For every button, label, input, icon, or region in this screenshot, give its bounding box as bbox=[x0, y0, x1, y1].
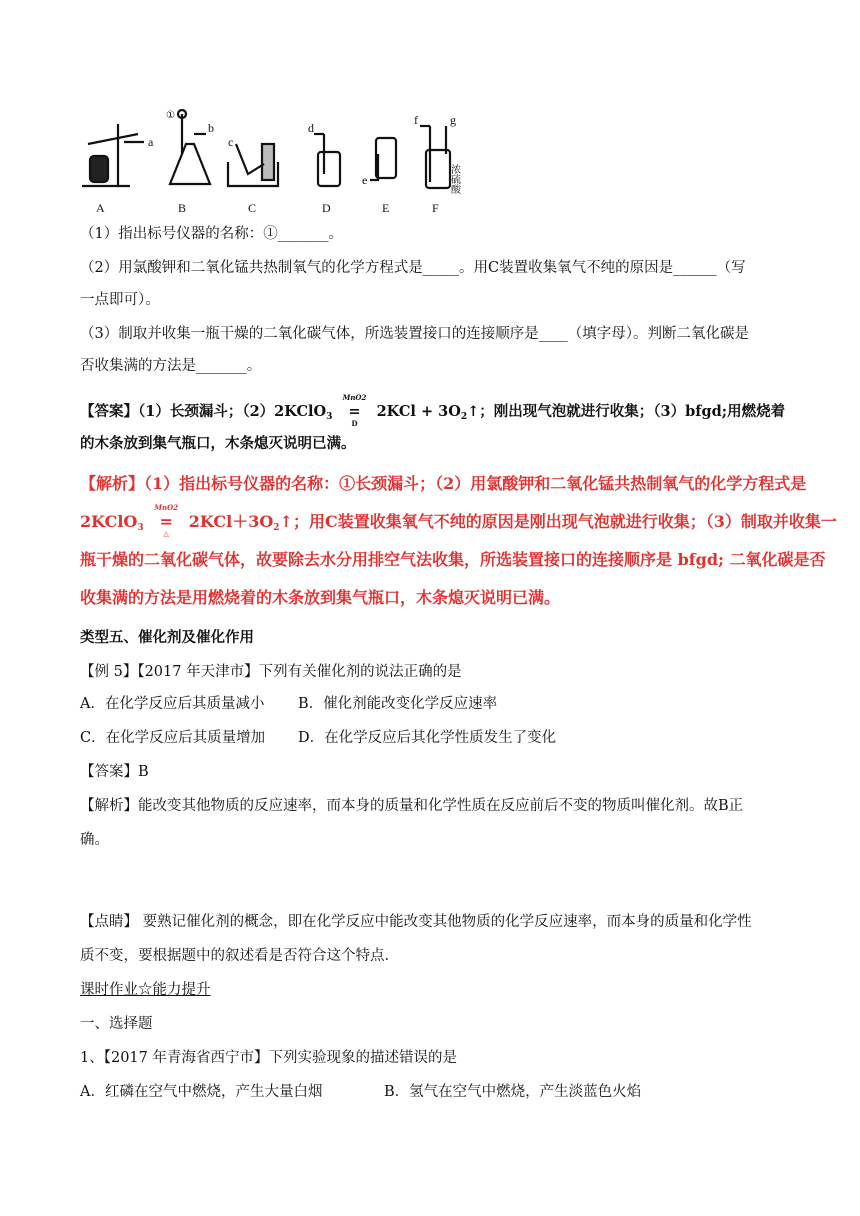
port-b: b bbox=[208, 121, 214, 135]
port-d: d bbox=[308, 121, 314, 135]
analysis-condition: MnO2 = △ bbox=[149, 512, 183, 532]
reagent-label: 浓硫酸 bbox=[448, 164, 460, 194]
figure-label-e: E bbox=[382, 201, 390, 215]
port-f: f bbox=[414, 113, 418, 127]
port-e: e bbox=[362, 173, 368, 187]
apparatus-figure bbox=[78, 104, 476, 220]
marker-1: ① bbox=[166, 110, 175, 121]
analysis-line-3: 瓶干燥的二氧化碳气体，故要除去水分用排空气法收集，所选装置接口的连接顺序是 bfgd; 二氧化碳是否 bbox=[80, 550, 826, 569]
answer-part-3: ↑；刚出现气泡就进行收集；（3）bfgd;用燃烧着 bbox=[467, 403, 786, 420]
homework-option-a: A．红磷在空气中燃烧，产生大量白烟 bbox=[80, 1084, 323, 1100]
figure-label-a: A bbox=[96, 201, 105, 215]
question-1: （1）指出标号仪器的名称：①_______。 bbox=[80, 226, 343, 242]
question-2-line-2: 一点即可）。 bbox=[80, 292, 160, 308]
example-5-question: 【例 5】【2017 年天津市】下列有关催化剂的说法正确的是 bbox=[80, 664, 462, 680]
homework-heading: 课时作业☆能力提升 bbox=[80, 982, 211, 998]
option-a: A．在化学反应后其质量减小 bbox=[80, 696, 265, 712]
answer-part-1: （1）长颈漏斗；（2）2KClO bbox=[138, 403, 327, 420]
answer-part-2: 2KCl + 3O bbox=[376, 403, 461, 420]
homework-question-1: 1、【2017 年青海省西宁市】下列实验现象的描述错误的是 bbox=[80, 1050, 457, 1066]
example-5-analysis-line-2: 确。 bbox=[80, 832, 109, 848]
analysis-formula-3: ↑；用C装置收集氧气不纯的原因是刚出现气泡就进行收集；（3）制取并收集一 bbox=[279, 512, 837, 531]
analysis-cond-top: MnO2 bbox=[154, 503, 179, 512]
question-3-line-2: 否收集满的方法是_______。 bbox=[80, 358, 262, 374]
section-choice-heading: 一、选择题 bbox=[80, 1016, 153, 1032]
port-a: a bbox=[148, 135, 154, 149]
tip-line-2: 质不变，要根据题中的叙述看是否符合这个特点. bbox=[80, 948, 390, 964]
option-b: B．催化剂能改变化学反应速率 bbox=[298, 696, 498, 712]
port-g: g bbox=[450, 113, 456, 127]
answer-sub-3: 3 bbox=[326, 412, 333, 422]
tip-line-1: 【点睛】 要熟记催化剂的概念，即在化学反应中能改变其他物质的化学反应速率，而本身的质量和化学性 bbox=[80, 914, 752, 930]
analysis-formula-1: 2KClO bbox=[80, 512, 138, 531]
figure-label-c: C bbox=[248, 201, 257, 215]
analysis-line-4: 收集满的方法是用燃烧着的木条放到集气瓶口，木条熄灭说明已满。 bbox=[80, 588, 561, 607]
answer-label: 【答案】 bbox=[80, 403, 138, 420]
answer-cond-top: MnO2 bbox=[342, 393, 367, 402]
figure-label-d: D bbox=[322, 201, 331, 215]
figure-label-f: F bbox=[432, 201, 439, 215]
answer-line-1 bbox=[80, 393, 786, 428]
analysis-sub-2: 2 bbox=[273, 523, 280, 533]
figure-label-b: B bbox=[178, 201, 187, 215]
answer-cond-bot: D bbox=[351, 419, 358, 428]
question-3-line-1: （3）制取并收集一瓶干燥的二氧化碳气体，所选装置接口的连接顺序是____（填字母）。判断二氧化碳是 bbox=[80, 326, 749, 342]
port-c: c bbox=[228, 135, 234, 149]
answer-line-2: 的木条放到集气瓶口，木条熄灭说明已满。 bbox=[80, 435, 356, 452]
example-5-analysis-line-1: 【解析】能改变其他物质的反应速率，而本身的质量和化学性质在反应前后不变的物质叫催化剂。故B正 bbox=[80, 798, 744, 814]
question-2-line-1: （2）用氯酸钾和二氧化锰共热制氧气的化学方程式是_____。用C装置收集氧气不纯的原因是______（写 bbox=[80, 260, 746, 276]
option-d: D．在化学反应后其化学性质发生了变化 bbox=[298, 730, 557, 746]
example-5-answer: 【答案】B bbox=[80, 764, 149, 780]
analysis-sub-3: 3 bbox=[137, 523, 144, 533]
analysis-line-1: 【解析】（1）指出标号仪器的名称：①长颈漏斗；（2）用氯酸钾和二氧化锰共热制氧气的化学方程式是 bbox=[80, 474, 807, 493]
analysis-line-2 bbox=[80, 503, 837, 538]
analysis-cond-bot: △ bbox=[163, 529, 169, 538]
answer-sub-2: 2 bbox=[460, 412, 468, 422]
option-c: C．在化学反应后其质量增加 bbox=[80, 730, 266, 746]
analysis-formula-2: 2KCl＋3O bbox=[188, 512, 274, 531]
section-heading-type5: 类型五、催化剂及催化作用 bbox=[80, 629, 254, 646]
homework-option-b: B．氢气在空气中燃烧，产生淡蓝色火焰 bbox=[384, 1084, 642, 1100]
answer-condition: MnO2 = D bbox=[338, 402, 372, 422]
